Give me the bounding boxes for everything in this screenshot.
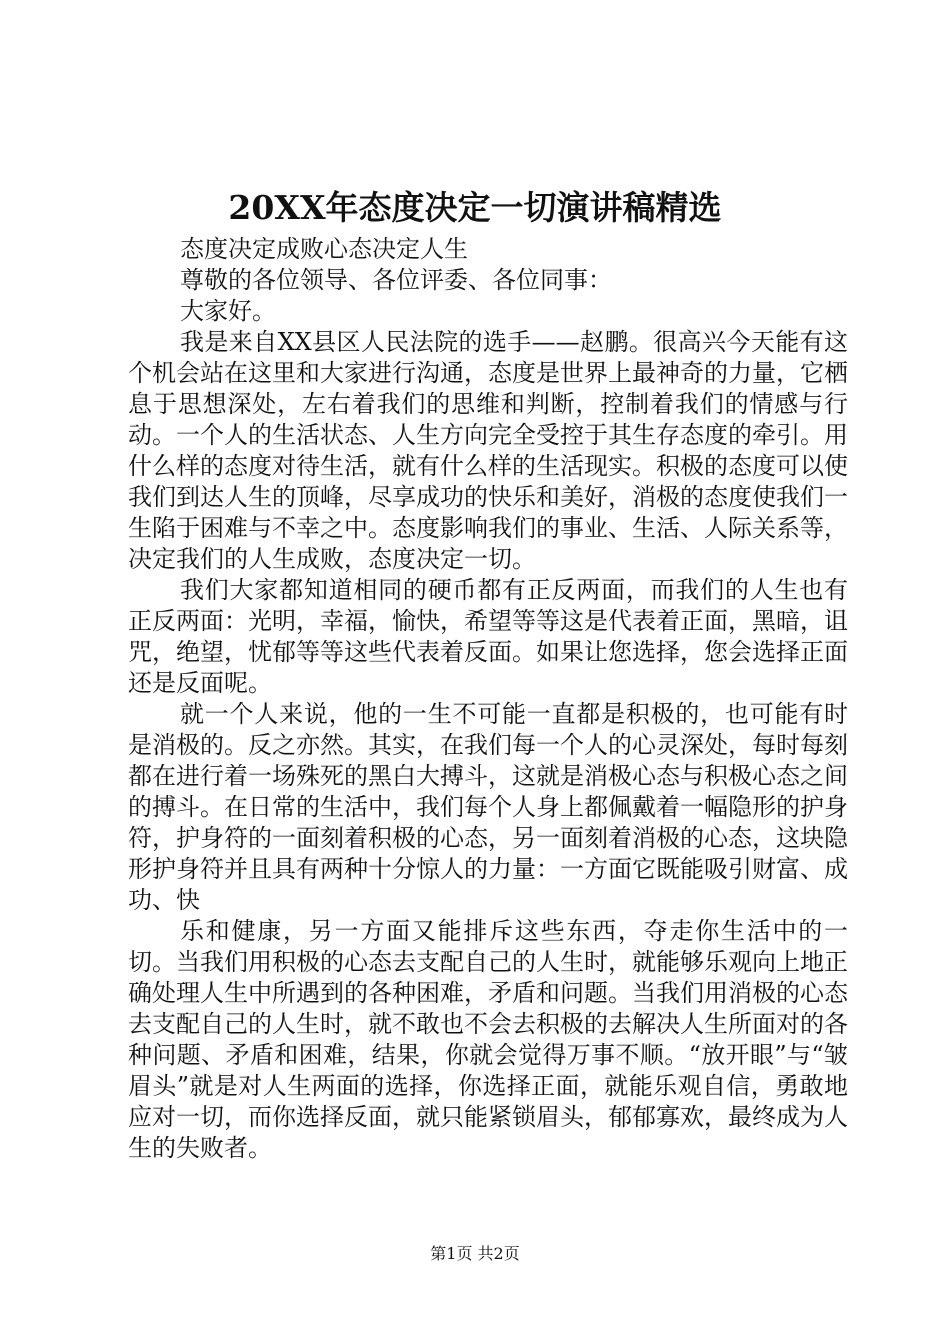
- paragraph-salutation: 尊敬的各位领导、各位评委、各位同事：: [180, 266, 612, 294]
- paragraph: 就一个人来说，他的一生不可能一直都是积极的，也可能有时是消极的。反之亦然。其实，在我们每一个人的心灵深处，每时每刻都在进行着一场殊死的黑白大搏斗，这就是消极心态与积极心态之间的搏斗。在日常的生活中，我们每个人身上都佩戴着一幅隐形的护身符，护身符的一面刻着积极的心态，另一面刻着消极的心态，这块隐形护身符并且具有两种十分惊人的力量：一方面它既能吸引财富、成功、快: [128, 700, 848, 914]
- paragraph-greeting: 大家好。: [180, 297, 276, 325]
- paragraph-subtitle: 态度决定成败心态决定人生: [180, 235, 468, 263]
- paragraph: 我们大家都知道相同的硬币都有正反两面，而我们的人生也有正反两面：光明，幸福，愉快，希望等等这是代表着正面，黑暗，诅咒，绝望，忧郁等等这些代表着反面。如果让您选择，您会选择正面还是反面呢。: [128, 576, 848, 697]
- paragraph: 乐和健康，另一方面又能排斥这些东西，夺走你生活中的一切。当我们用积极的心态去支配自己的人生时，就能够乐观向上地正确处理人生中所遇到的各种困难，矛盾和问题。当我们用消极的心态去支配自己的人生时，就不敢也不会去积极的去解决人生所面对的各种问题、矛盾和困难，结果，你就会觉得万事不顺。“放开眼”与“皱眉头”就是对人生两面的选择，你选择正面，就能乐观自信，勇敢地应对一切，而你选择反面，就只能紧锁眉头，郁郁寡欢，最终成为人生的失败者。: [128, 917, 848, 1162]
- document-title: 20XX年态度决定一切演讲稿精选: [228, 188, 722, 227]
- page-number-footer: 第1页 共2页: [430, 1244, 520, 1263]
- paragraph: 我是来自XX县区人民法院的选手——赵鹏。很高兴今天能有这个机会站在这里和大家进行沟通，态度是世界上最神奇的力量，它栖息于思想深处，左右着我们的思维和判断，控制着我们的情感与行动。一个人的生活状态、人生方向完全受控于其生存态度的牵引。用什么样的态度对待生活，就有什么样的生活现实。积极的态度可以使我们到达人生的顶峰，尽享成功的快乐和美好，消极的态度使我们一生陷于困难与不幸之中。态度影响我们的事业、生活、人际关系等，决定我们的人生成败，态度决定一切。: [128, 328, 848, 573]
- document-body: [128, 234, 848, 1164]
